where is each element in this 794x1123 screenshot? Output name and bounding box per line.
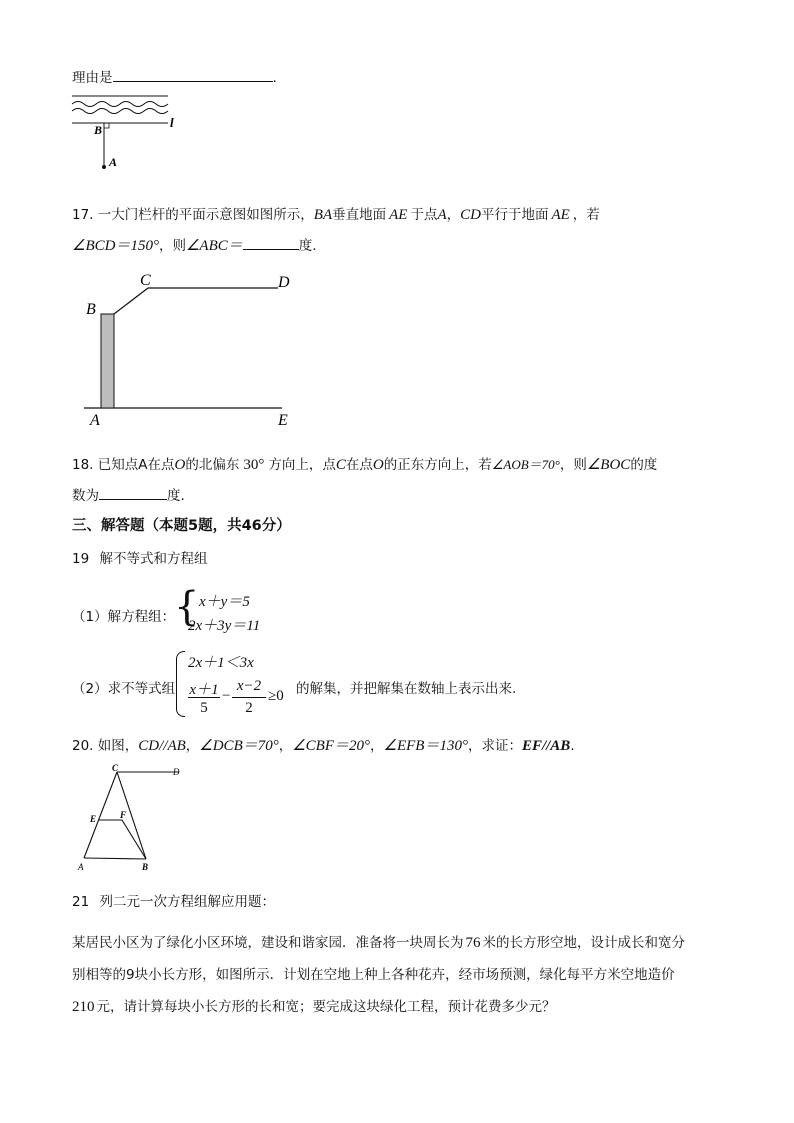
q16-reason-label: 理由是 [72, 70, 113, 86]
q19-frac2-bar [232, 697, 266, 698]
q17-seg-AE: AE [389, 207, 408, 223]
q17-text-5: 平行于地面 [480, 207, 549, 223]
q21-body-line3 [72, 995, 556, 1016]
q17-text-8: 度. [298, 238, 317, 254]
fig20-label-C: C [112, 763, 119, 773]
fig17-post-BA [101, 314, 114, 408]
fig17-label-E: E [278, 412, 288, 429]
q18-text-2: 在点 [147, 457, 175, 473]
q21-body-line1 [72, 931, 685, 952]
q18-line1 [72, 453, 657, 474]
fig16-right-angle [104, 123, 109, 128]
q19-frac1-bar [188, 697, 220, 698]
fig16-label-A: A [109, 155, 118, 169]
q16-answer-blank[interactable] [113, 67, 273, 82]
figure-17 [78, 268, 298, 430]
q19-geq-zero: ≥0 [268, 688, 284, 704]
fig20-label-B: B [142, 862, 149, 872]
q19-frac2-num: x−2 [236, 678, 262, 694]
q18-text-7: ，则 [559, 457, 587, 473]
fig20-label-E: E [90, 814, 97, 824]
fig16-wave-2 [72, 109, 168, 114]
q20-sep-3: ， [370, 738, 384, 754]
q18-point-A: A [138, 457, 148, 473]
q17-answer-blank[interactable] [243, 235, 299, 250]
fig16-label-B: B [94, 123, 103, 137]
q21-text-2: 米的长方形空地，设计成长和宽分 [482, 935, 685, 951]
q17-line2 [72, 234, 317, 255]
q18-text-1: 已知点 [97, 457, 139, 473]
q20-cond-DCB: ∠DCB＝70° [199, 738, 279, 754]
q17-text-1: 一大门栏杆的平面示意图如图所示， [97, 207, 314, 223]
q18-text-5: 在点 [345, 457, 373, 473]
fig17-label-B: B [86, 301, 96, 318]
q19-eq1: x＋y＝5 [199, 594, 250, 610]
q19-inequality-brace [176, 651, 185, 717]
section-3-title: 三、解答题（本题5题，共46分） [72, 518, 291, 534]
q18-point-C: C [335, 457, 346, 473]
q20-sep-1: ， [185, 738, 200, 754]
q19-number: 19 [72, 551, 90, 567]
q20-cond-EFB: ∠EFB＝130° [383, 738, 468, 754]
fig20-line-AB [84, 858, 146, 859]
q18-text-9: 数为 [72, 488, 99, 504]
q20-cond-CBF: ∠CBF＝20° [292, 738, 371, 754]
q17-text-2: 垂直地面 [332, 207, 387, 223]
q18-line2 [72, 484, 185, 504]
fig20-line-CA [84, 772, 117, 858]
q18-number: 18. [72, 457, 94, 473]
q20-text-1: 如图， [97, 738, 139, 754]
q17-line1 [72, 203, 600, 224]
q18-point-O-2: O [372, 457, 384, 473]
q18-answer-blank[interactable] [99, 485, 167, 500]
fig17-label-D: D [278, 274, 290, 291]
q18-text-4: 方向上，点 [268, 457, 336, 473]
q21-text-3: 元，请计算每块小长方形的长和宽；要完成这块绿化工程，预计花费多少元？ [96, 999, 556, 1015]
q19-frac1-den: 5 [200, 700, 208, 716]
q17-seg-AE-2: AE [551, 207, 570, 223]
fig17-label-C: C [140, 272, 151, 289]
q20-number: 20. [72, 738, 94, 754]
q19-title: 解不等式和方程组 [99, 551, 208, 567]
fig20-label-A: A [78, 862, 84, 872]
q17-condition: ∠BCD＝150° [72, 238, 159, 254]
q20-sep-2: ， [278, 738, 293, 754]
fig16-wave-1 [72, 102, 168, 107]
q21-unit-cost: 210 [72, 999, 95, 1015]
q19-frac1-num: x＋1 [189, 682, 219, 698]
q16-reason-line [72, 66, 277, 86]
figure-20 [74, 762, 189, 874]
q20-text-2: ，求证： [467, 738, 522, 754]
q21-number: 21 [72, 894, 90, 910]
q18-text-10: 度. [167, 488, 185, 504]
q19-part1-label: （1）解方程组： [72, 609, 176, 625]
fig20-label-F: F [120, 810, 127, 820]
figure-16 [70, 92, 185, 177]
q18-text-8: 的度 [630, 457, 658, 473]
q17-point-A: A [437, 207, 447, 223]
fig17-label-A: A [90, 412, 100, 429]
q19-part2-tail: 的解集，并把解集在数轴上表示出来. [296, 681, 517, 697]
q21-title-line [72, 890, 275, 910]
q18-degree: 30° [243, 457, 265, 473]
q20-text-3: . [570, 738, 575, 754]
fig17-bar-BC [114, 288, 148, 314]
q19-frac2-den: 2 [245, 700, 253, 716]
q21-title: 列二元一次方程组解应用题： [99, 894, 275, 910]
q17-ask: ∠ABC＝ [185, 238, 243, 254]
q21-body-line2: 别相等的9块小长方形，如图所示．计划在空地上种上各种花卉，经市场预测，绿化每平方米空地造价 [72, 967, 675, 983]
q20-line [72, 734, 575, 755]
q18-text-6: 的正东方向上，若 [383, 457, 492, 473]
q16-period: . [272, 70, 277, 86]
fig20-label-D: D [173, 767, 180, 777]
q18-point-O: O [174, 457, 186, 473]
q21-text-1: 某居民小区为了绿化小区环境，建设和谐家园．准备将一块周长为 [72, 935, 464, 951]
fig20-line-FB [122, 820, 146, 859]
q17-text-6: ，若 [572, 207, 600, 223]
q19-ineq1: 2x＋1＜3x [188, 655, 254, 671]
q19-part2-label: （2）求不等式组 [72, 681, 176, 697]
q18-condition: ∠AOB＝70° [491, 457, 560, 472]
q17-text-4: ， [446, 207, 461, 223]
q18-ask: ∠BOC [586, 457, 631, 473]
q19-system-brace: { [174, 584, 200, 630]
q17-text-3: 于点 [410, 207, 438, 223]
fig16-point-A [102, 165, 106, 169]
q17-number: 17. [72, 207, 94, 223]
q21-perimeter: 76 [465, 935, 481, 951]
q19-minus: − [222, 688, 231, 704]
fig16-label-l: l [170, 115, 174, 130]
q18-text-3: 的北偏东 [185, 457, 240, 473]
q17-seg-CD: CD [460, 207, 481, 223]
q19-title-line [72, 547, 207, 567]
q20-goal: EF//AB [521, 738, 571, 754]
q17-text-7: ，则 [158, 238, 186, 254]
q17-seg-BA: BA [313, 207, 333, 223]
q20-cond-parallel: CD//AB [138, 738, 186, 754]
q19-eq2: 2x＋3y＝11 [188, 618, 261, 634]
